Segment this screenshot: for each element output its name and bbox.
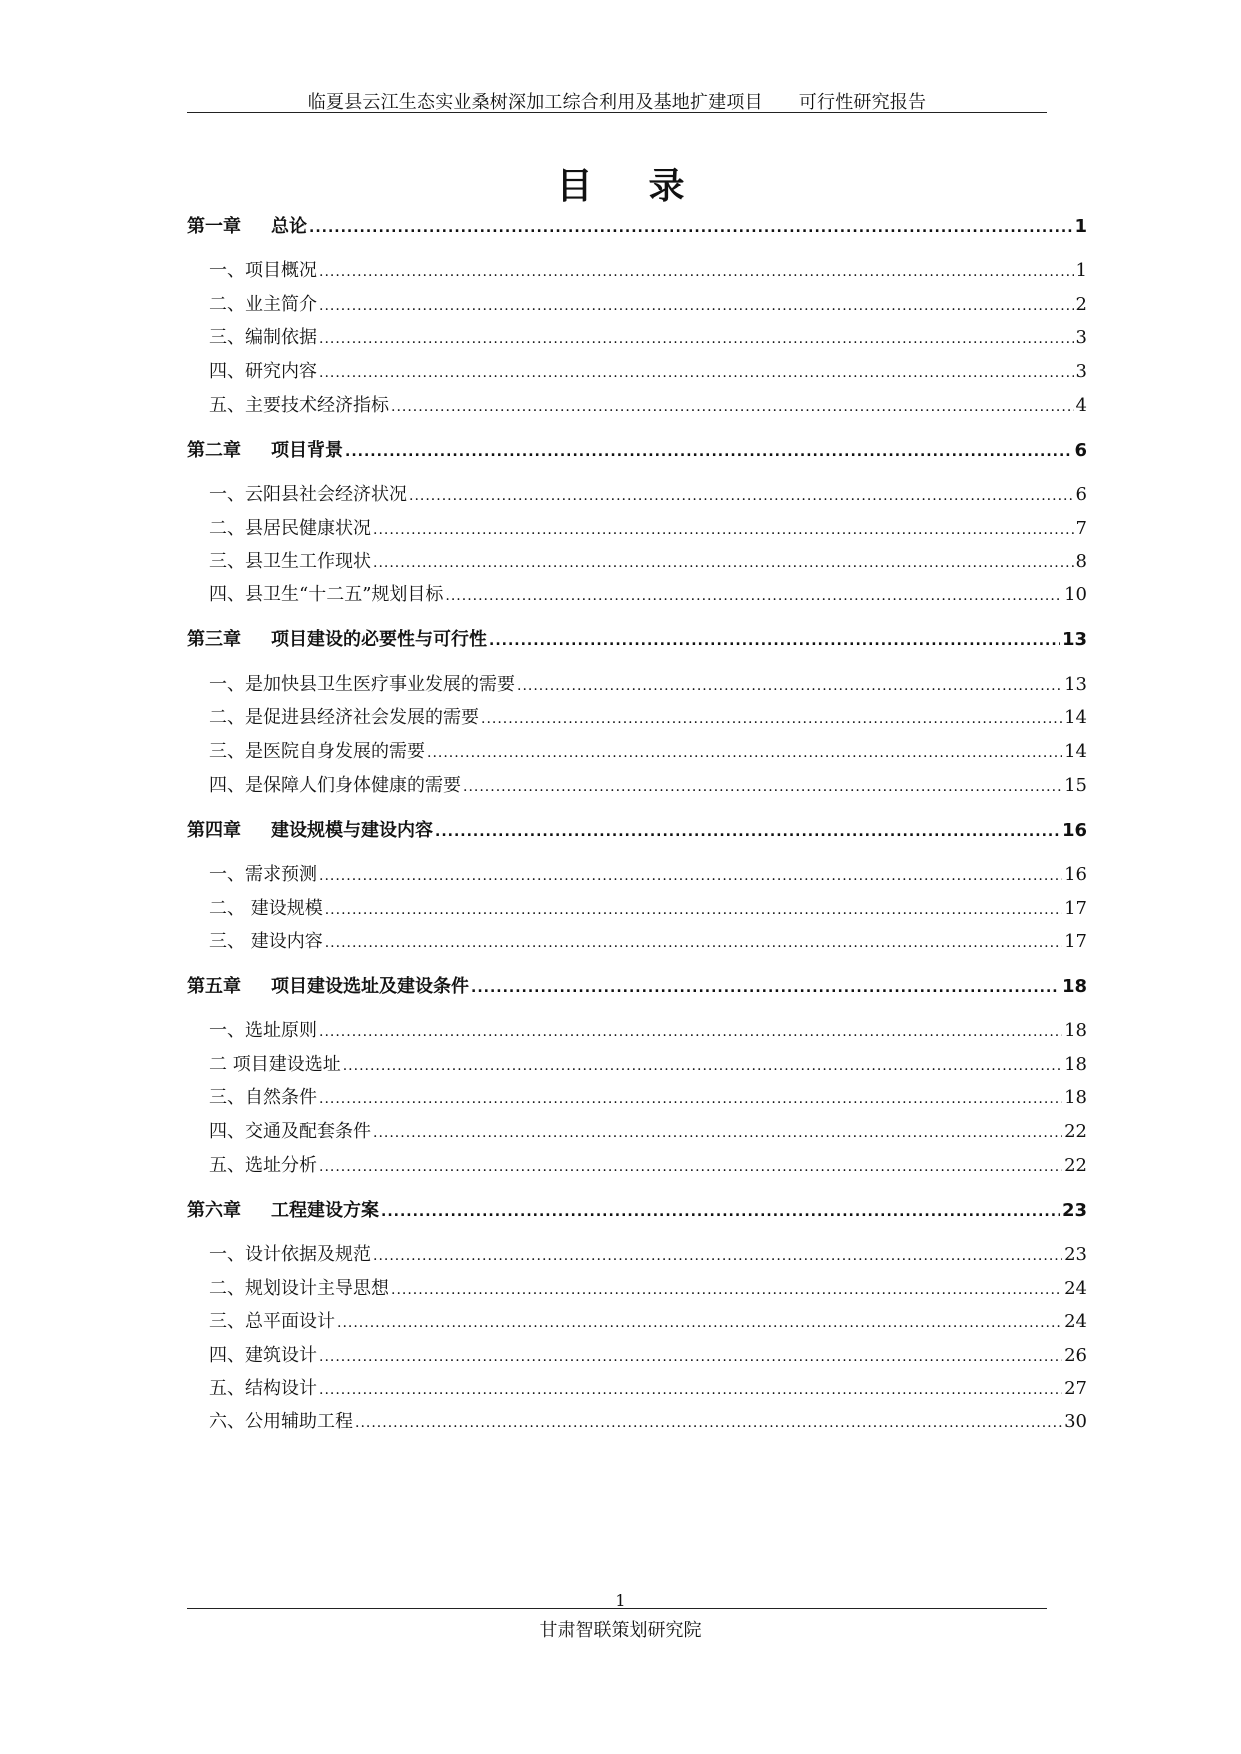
toc-entry-label: 一、需求预测 bbox=[209, 864, 317, 885]
toc-section-entry[interactable] bbox=[187, 256, 1087, 282]
toc-entry-label: 四、建筑设计 bbox=[209, 1345, 317, 1366]
toc-dot-leader bbox=[391, 1282, 1062, 1298]
toc-chapter-number: 第五章 bbox=[187, 976, 241, 997]
toc-entry-label: 五、选址分析 bbox=[209, 1155, 317, 1176]
toc-entry-label: 总论 bbox=[271, 216, 307, 237]
toc-chapter-number: 第三章 bbox=[187, 629, 241, 650]
toc-dot-leader bbox=[373, 1248, 1062, 1264]
toc-section-entry[interactable] bbox=[187, 323, 1087, 349]
toc-chapter-entry[interactable] bbox=[187, 816, 1087, 842]
toc-dot-leader bbox=[319, 868, 1062, 884]
toc-dot-leader bbox=[319, 1349, 1062, 1365]
toc-page-number: 17 bbox=[1064, 898, 1087, 919]
toc-dot-leader bbox=[345, 444, 1072, 460]
toc-chapter-number: 第四章 bbox=[187, 820, 241, 841]
toc-chapter-entry[interactable] bbox=[187, 1196, 1087, 1222]
toc-section-entry[interactable] bbox=[187, 514, 1087, 540]
toc-dot-leader bbox=[319, 298, 1074, 314]
page-header bbox=[187, 88, 1047, 113]
toc-entry-label: 四、研究内容 bbox=[209, 361, 317, 382]
toc-dot-leader bbox=[319, 1382, 1062, 1398]
toc-page-number: 13 bbox=[1064, 674, 1087, 695]
toc-dot-leader bbox=[391, 399, 1074, 415]
toc-section-entry[interactable] bbox=[187, 580, 1087, 606]
toc-page-number: 2 bbox=[1075, 294, 1087, 315]
toc-page-number: 24 bbox=[1064, 1278, 1087, 1299]
toc-entry-label: 二、业主简介 bbox=[209, 294, 317, 315]
footer-organization: 甘肃智联策划研究院 bbox=[539, 1620, 702, 1641]
toc-page-number: 18 bbox=[1064, 1087, 1087, 1108]
toc-entry-label: 四、是保障人们身体健康的需要 bbox=[209, 775, 461, 796]
toc-entry-label: 二、是促进县经济社会发展的需要 bbox=[209, 707, 479, 728]
toc-page-number: 3 bbox=[1075, 361, 1087, 382]
toc-chapter-number: 第一章 bbox=[187, 216, 241, 237]
toc-page-number: 1 bbox=[1074, 216, 1087, 237]
toc-page-number: 14 bbox=[1064, 707, 1087, 728]
toc-page-number: 14 bbox=[1064, 741, 1087, 762]
toc-entry-label: 二、 建设规模 bbox=[209, 898, 323, 919]
toc-page-number: 7 bbox=[1075, 518, 1087, 539]
toc-section-entry[interactable] bbox=[187, 927, 1087, 953]
toc-entry-label: 一、选址原则 bbox=[209, 1020, 317, 1041]
toc-section-entry[interactable] bbox=[187, 1307, 1087, 1333]
toc-chapter-entry[interactable] bbox=[187, 972, 1087, 998]
toc-dot-leader bbox=[319, 1024, 1062, 1040]
toc-dot-leader bbox=[355, 1415, 1062, 1431]
toc-dot-leader bbox=[319, 264, 1074, 280]
toc-page-number: 30 bbox=[1064, 1411, 1087, 1432]
toc-entry-label: 四、县卫生“十二五”规划目标 bbox=[209, 584, 444, 605]
toc-page-number: 4 bbox=[1075, 395, 1087, 416]
toc-entry-label: 四、交通及配套条件 bbox=[209, 1121, 371, 1142]
toc-chapter-entry[interactable] bbox=[187, 436, 1087, 462]
toc-page-number: 8 bbox=[1075, 551, 1087, 572]
toc-dot-leader bbox=[319, 365, 1074, 381]
toc-dot-leader bbox=[445, 588, 1062, 604]
toc-entry-label: 二、规划设计主导思想 bbox=[209, 1278, 389, 1299]
toc-entry-label: 工程建设方案 bbox=[271, 1200, 379, 1221]
toc-page-number: 16 bbox=[1061, 820, 1087, 841]
toc-entry-label: 一、项目概况 bbox=[209, 260, 317, 281]
toc-page-number: 26 bbox=[1064, 1345, 1087, 1366]
toc-page-number: 16 bbox=[1064, 864, 1087, 885]
toc-entry-label: 二、县居民健康状况 bbox=[209, 518, 371, 539]
toc-entry-label: 建设规模与建设内容 bbox=[271, 820, 433, 841]
toc-entry-label: 三、自然条件 bbox=[209, 1087, 317, 1108]
toc-entry-label: 五、结构设计 bbox=[209, 1378, 317, 1399]
toc-chapter-entry[interactable] bbox=[187, 212, 1087, 238]
toc-dot-leader bbox=[319, 331, 1074, 347]
toc-section-entry[interactable] bbox=[187, 737, 1087, 763]
toc-page-number: 23 bbox=[1064, 1244, 1087, 1265]
toc-entry-label: 一、设计依据及规范 bbox=[209, 1244, 371, 1265]
toc-entry-label: 二 项目建设选址 bbox=[209, 1054, 341, 1075]
toc-dot-leader bbox=[489, 633, 1060, 649]
toc-page-number: 18 bbox=[1064, 1020, 1087, 1041]
header-project-title: 临夏县云江生态实业桑树深加工综合利用及基地扩建项目 bbox=[307, 92, 763, 113]
toc-section-entry[interactable] bbox=[187, 1151, 1087, 1177]
toc-entry-label: 六、公用辅助工程 bbox=[209, 1411, 353, 1432]
toc-page-number: 6 bbox=[1075, 484, 1087, 505]
toc-entry-label: 三、 建设内容 bbox=[209, 931, 323, 952]
toc-dot-leader bbox=[435, 824, 1060, 840]
toc-section-entry[interactable] bbox=[187, 1016, 1087, 1042]
toc-section-entry[interactable] bbox=[187, 391, 1087, 417]
toc-dot-leader bbox=[381, 1204, 1060, 1220]
toc-section-entry[interactable] bbox=[187, 1407, 1087, 1433]
toc-page-number: 17 bbox=[1064, 931, 1087, 952]
toc-section-entry[interactable] bbox=[187, 1050, 1087, 1076]
toc-page-number: 18 bbox=[1064, 1054, 1087, 1075]
toc-chapter-number: 第二章 bbox=[187, 440, 241, 461]
toc-page-number: 6 bbox=[1074, 440, 1087, 461]
toc-dot-leader bbox=[325, 935, 1062, 951]
toc-page-number: 27 bbox=[1064, 1378, 1087, 1399]
toc-dot-leader bbox=[337, 1315, 1062, 1331]
toc-chapter-number: 第六章 bbox=[187, 1200, 241, 1221]
footer-divider bbox=[187, 1608, 1047, 1609]
toc-section-entry[interactable] bbox=[187, 1083, 1087, 1109]
toc-entry-label: 三、是医院自身发展的需要 bbox=[209, 741, 425, 762]
page-number: 1 bbox=[615, 1591, 626, 1610]
toc-entry-label: 三、编制依据 bbox=[209, 327, 317, 348]
toc-entry-label: 一、是加快县卫生医疗事业发展的需要 bbox=[209, 674, 515, 695]
toc-dot-leader bbox=[471, 980, 1060, 996]
toc-page-number: 3 bbox=[1075, 327, 1087, 348]
toc-section-entry[interactable] bbox=[187, 357, 1087, 383]
toc-entry-label: 项目建设选址及建设条件 bbox=[271, 976, 469, 997]
toc-dot-leader bbox=[517, 678, 1062, 694]
toc-page-number: 18 bbox=[1061, 976, 1087, 997]
toc-page-number: 23 bbox=[1061, 1200, 1087, 1221]
toc-section-entry[interactable] bbox=[187, 1274, 1087, 1300]
toc-dot-leader bbox=[427, 745, 1062, 761]
toc-page-number: 10 bbox=[1064, 584, 1087, 605]
toc-dot-leader bbox=[373, 555, 1074, 571]
toc-page-number: 15 bbox=[1064, 775, 1087, 796]
header-doc-type: 可行性研究报告 bbox=[798, 92, 927, 113]
toc-entry-label: 三、县卫生工作现状 bbox=[209, 551, 371, 572]
toc-dot-leader bbox=[319, 1091, 1062, 1107]
toc-chapter-entry[interactable] bbox=[187, 625, 1087, 651]
toc-title: 目录 bbox=[556, 166, 741, 207]
toc-section-entry[interactable] bbox=[187, 771, 1087, 797]
toc-dot-leader bbox=[409, 488, 1074, 504]
toc-entry-label: 项目建设的必要性与可行性 bbox=[271, 629, 487, 650]
toc-page-number: 24 bbox=[1064, 1311, 1087, 1332]
toc-dot-leader bbox=[373, 522, 1074, 538]
toc-dot-leader bbox=[373, 1125, 1062, 1141]
toc-entry-label: 项目背景 bbox=[271, 440, 343, 461]
toc-section-entry[interactable] bbox=[187, 1240, 1087, 1266]
toc-entry-label: 三、总平面设计 bbox=[209, 1311, 335, 1332]
toc-dot-leader bbox=[325, 902, 1062, 918]
toc-section-entry[interactable] bbox=[187, 1341, 1087, 1367]
toc-page-number: 22 bbox=[1064, 1155, 1087, 1176]
toc-dot-leader bbox=[319, 1159, 1062, 1175]
toc-dot-leader bbox=[481, 711, 1062, 727]
toc-page-number: 22 bbox=[1064, 1121, 1087, 1142]
toc-section-entry[interactable] bbox=[187, 703, 1087, 729]
toc-page-number: 1 bbox=[1075, 260, 1087, 281]
toc-section-entry[interactable] bbox=[187, 894, 1087, 920]
toc-section-entry[interactable] bbox=[187, 1117, 1087, 1143]
toc-dot-leader bbox=[309, 220, 1072, 236]
toc-page-number: 13 bbox=[1061, 629, 1087, 650]
toc-section-entry[interactable] bbox=[187, 290, 1087, 316]
toc-section-entry[interactable] bbox=[187, 547, 1087, 573]
toc-section-entry[interactable] bbox=[187, 860, 1087, 886]
toc-entry-label: 一、云阳县社会经济状况 bbox=[209, 484, 407, 505]
toc-section-entry[interactable] bbox=[187, 1374, 1087, 1400]
toc-dot-leader bbox=[463, 779, 1062, 795]
toc-entry-label: 五、主要技术经济指标 bbox=[209, 395, 389, 416]
toc-section-entry[interactable] bbox=[187, 480, 1087, 506]
toc-dot-leader bbox=[343, 1058, 1062, 1074]
toc-section-entry[interactable] bbox=[187, 670, 1087, 696]
